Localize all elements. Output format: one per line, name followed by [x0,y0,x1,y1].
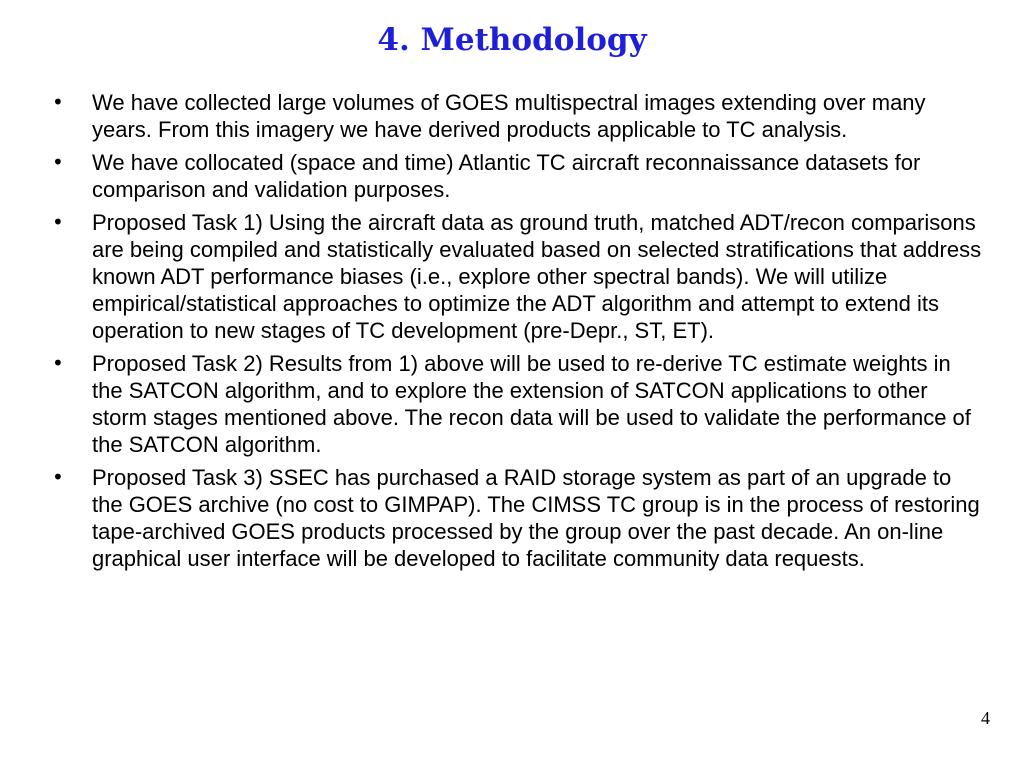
bullet-item-collocated-recon [52,149,982,203]
bullet-text: Proposed Task 3) SSEC has purchased a RAID storage system as part of an upgrade to the GOES archive (no cost to GIMPAP). The CIMSS TC group is in the process of restoring tape-archived GOES products processed by the group over the past decade. An on-line graphical user interface will be developed to facilitate community data requests. [92,465,980,571]
bullet-text: We have collected large volumes of GOES multispectral images extending over many years. From this imagery we have derived products applicable to TC analysis. [92,90,926,142]
page-number: 4 [981,708,990,728]
bullet-icon: • [52,90,64,114]
bullet-text: Proposed Task 1) Using the aircraft data as ground truth, matched ADT/recon comparisons are being compiled and statistically evaluated based on selected stratifications that address known ADT performance biases (i.e., explore other spectral bands). We will utilize empirical/statistical approaches to optimize the ADT algorithm and attempt to extend its operation to new stages of TC development (pre-Depr., ST, ET). [92,210,982,343]
bullet-text: Proposed Task 2) Results from 1) above will be used to re-derive TC estimate weights in the SATCON algorithm, and to explore the extension of SATCON applications to other storm stages mentioned above. The recon data will be used to validate the performance of the SATCON algorithm. [92,351,971,457]
bullet-list [52,89,982,578]
slide-title: 4. Methodology [377,22,647,58]
bullet-item-collected-images [52,89,982,143]
bullet-icon: • [52,465,64,489]
bullet-icon: • [52,210,64,234]
bullet-item-task-2 [52,350,982,458]
bullet-icon: • [52,150,64,174]
bullet-icon: • [52,351,64,375]
bullet-item-task-3 [52,464,982,572]
bullet-text: We have collocated (space and time) Atlantic TC aircraft reconnaissance datasets for comparison and validation purposes. [92,150,921,202]
bullet-item-task-1 [52,209,982,344]
